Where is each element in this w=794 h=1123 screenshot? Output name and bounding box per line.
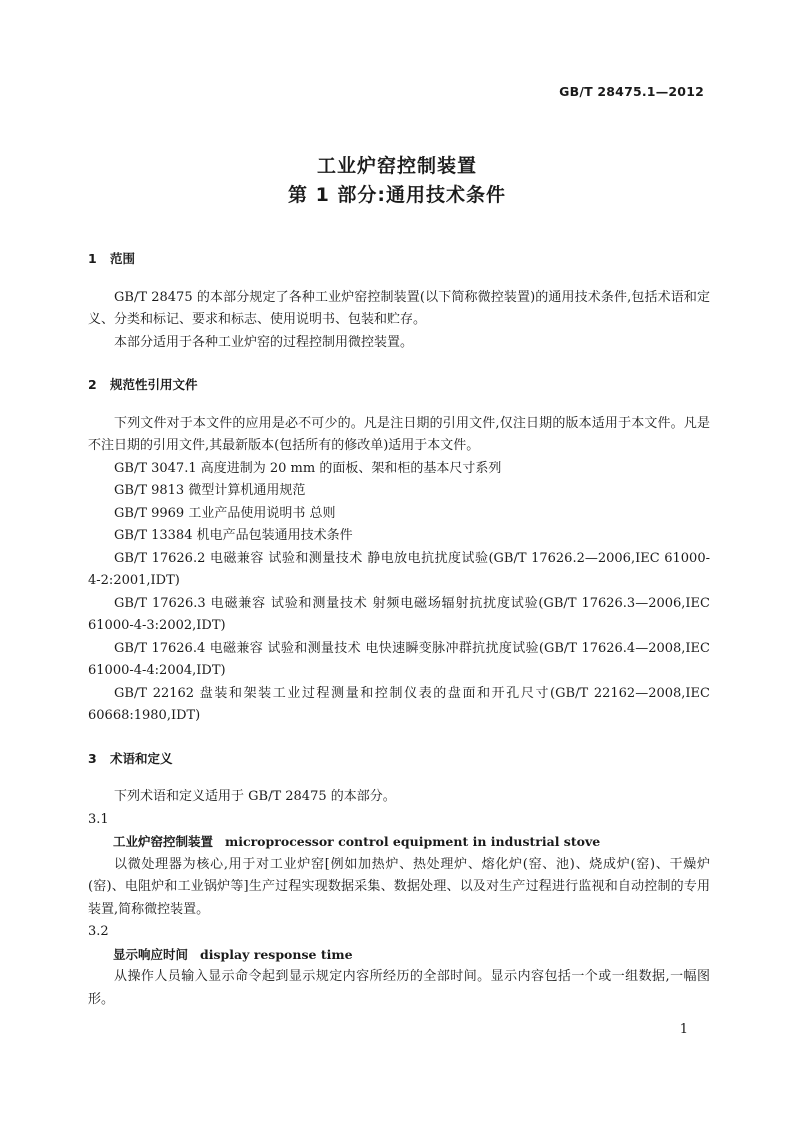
term-zh: 工业炉窑控制装置 — [113, 834, 214, 849]
section-heading-scope — [88, 248, 710, 271]
reference-item: GB/T 3047.1 高度进制为 20 mm 的面板、架和柜的基本尺寸系列 — [114, 460, 502, 476]
standard-code: GB/T 28475.1—2012 — [559, 84, 704, 99]
section-title: 范围 — [110, 251, 136, 266]
document-title: 工业炉窑控制装置 — [316, 155, 477, 177]
term-title — [88, 831, 710, 854]
section-heading-terms-and-definitions — [88, 748, 710, 771]
term-definition: 以微处理器为核心,用于对工业炉窑[例如加热炉、热处理炉、熔化炉(窑、池)、烧成炉(窑)、干燥炉(窑)、电阻炉和工业锅炉等]生产过程实现数据采集、数据处理、以及对生产过程进行监视和自动控制的专用装置,简称微控装置。 — [88, 856, 710, 917]
reference-item: GB/T 17626.4 电磁兼容 试验和测量技术 电快速瞬变脉冲群抗扰度试验(GB/T 17626.4—2008,IEC 61000-4-4:2004,IDT) — [88, 640, 710, 678]
reference-item: GB/T 17626.3 电磁兼容 试验和测量技术 射频电磁场辐射抗扰度试验(GB/T 17626.3—2006,IEC 61000-4-3:2002,IDT) — [88, 595, 710, 633]
paragraph: 本部分适用于各种工业炉窑的过程控制用微控装置。 — [114, 334, 414, 350]
term-en: display response time — [200, 946, 353, 962]
section-number: 3 — [88, 750, 97, 766]
reference-item: GB/T 9969 工业产品使用说明书 总则 — [114, 505, 336, 521]
paragraph: 下列术语和定义适用于 GB/T 28475 的本部分。 — [114, 789, 396, 804]
section-heading-normative-references — [88, 374, 710, 397]
section-number: 2 — [88, 377, 97, 392]
term-definition: 从操作人员输入显示命令起到显示规定内容所经历的全部时间。显示内容包括一个或一组数据,一幅图形。 — [88, 969, 710, 1007]
section-title: 术语和定义 — [110, 750, 173, 766]
reference-item: GB/T 17626.2 电磁兼容 试验和测量技术 静电放电抗扰度试验(GB/T 17626.2—2006,IEC 61000-4-2:2001,IDT) — [88, 550, 710, 588]
term-zh: 显示响应时间 — [113, 946, 189, 962]
reference-item: GB/T 22162 盘装和架装工业过程测量和控制仪表的盘面和开孔尺寸(GB/T 22162—2008,IEC 60668:1980,IDT) — [88, 685, 710, 723]
paragraph: GB/T 28475 的本部分规定了各种工业炉窑控制装置(以下简称微控装置)的通用技术条件,包括术语和定义、分类和标记、要求和标志、使用说明书、包装和贮存。 — [88, 289, 710, 327]
document-body — [88, 248, 710, 1011]
paragraph: 下列文件对于本文件的应用是必不可少的。凡是注日期的引用文件,仅注日期的版本适用于本文件。凡是不注日期的引用文件,其最新版本(包括所有的修改单)适用于本文件。 — [88, 415, 710, 453]
section-title: 规范性引用文件 — [110, 377, 198, 392]
reference-item: GB/T 9813 微型计算机通用规范 — [114, 483, 306, 498]
term-en: microprocessor control equipment in industrial stove — [225, 834, 601, 849]
term-number: 3.2 — [88, 924, 109, 939]
page-number: 1 — [679, 1022, 688, 1037]
document-subtitle: 第 1 部分:通用技术条件 — [287, 184, 507, 206]
term-number: 3.1 — [88, 811, 109, 827]
section-number: 1 — [88, 251, 97, 266]
term-title — [88, 944, 710, 967]
reference-item: GB/T 13384 机电产品包装通用技术条件 — [114, 528, 353, 543]
